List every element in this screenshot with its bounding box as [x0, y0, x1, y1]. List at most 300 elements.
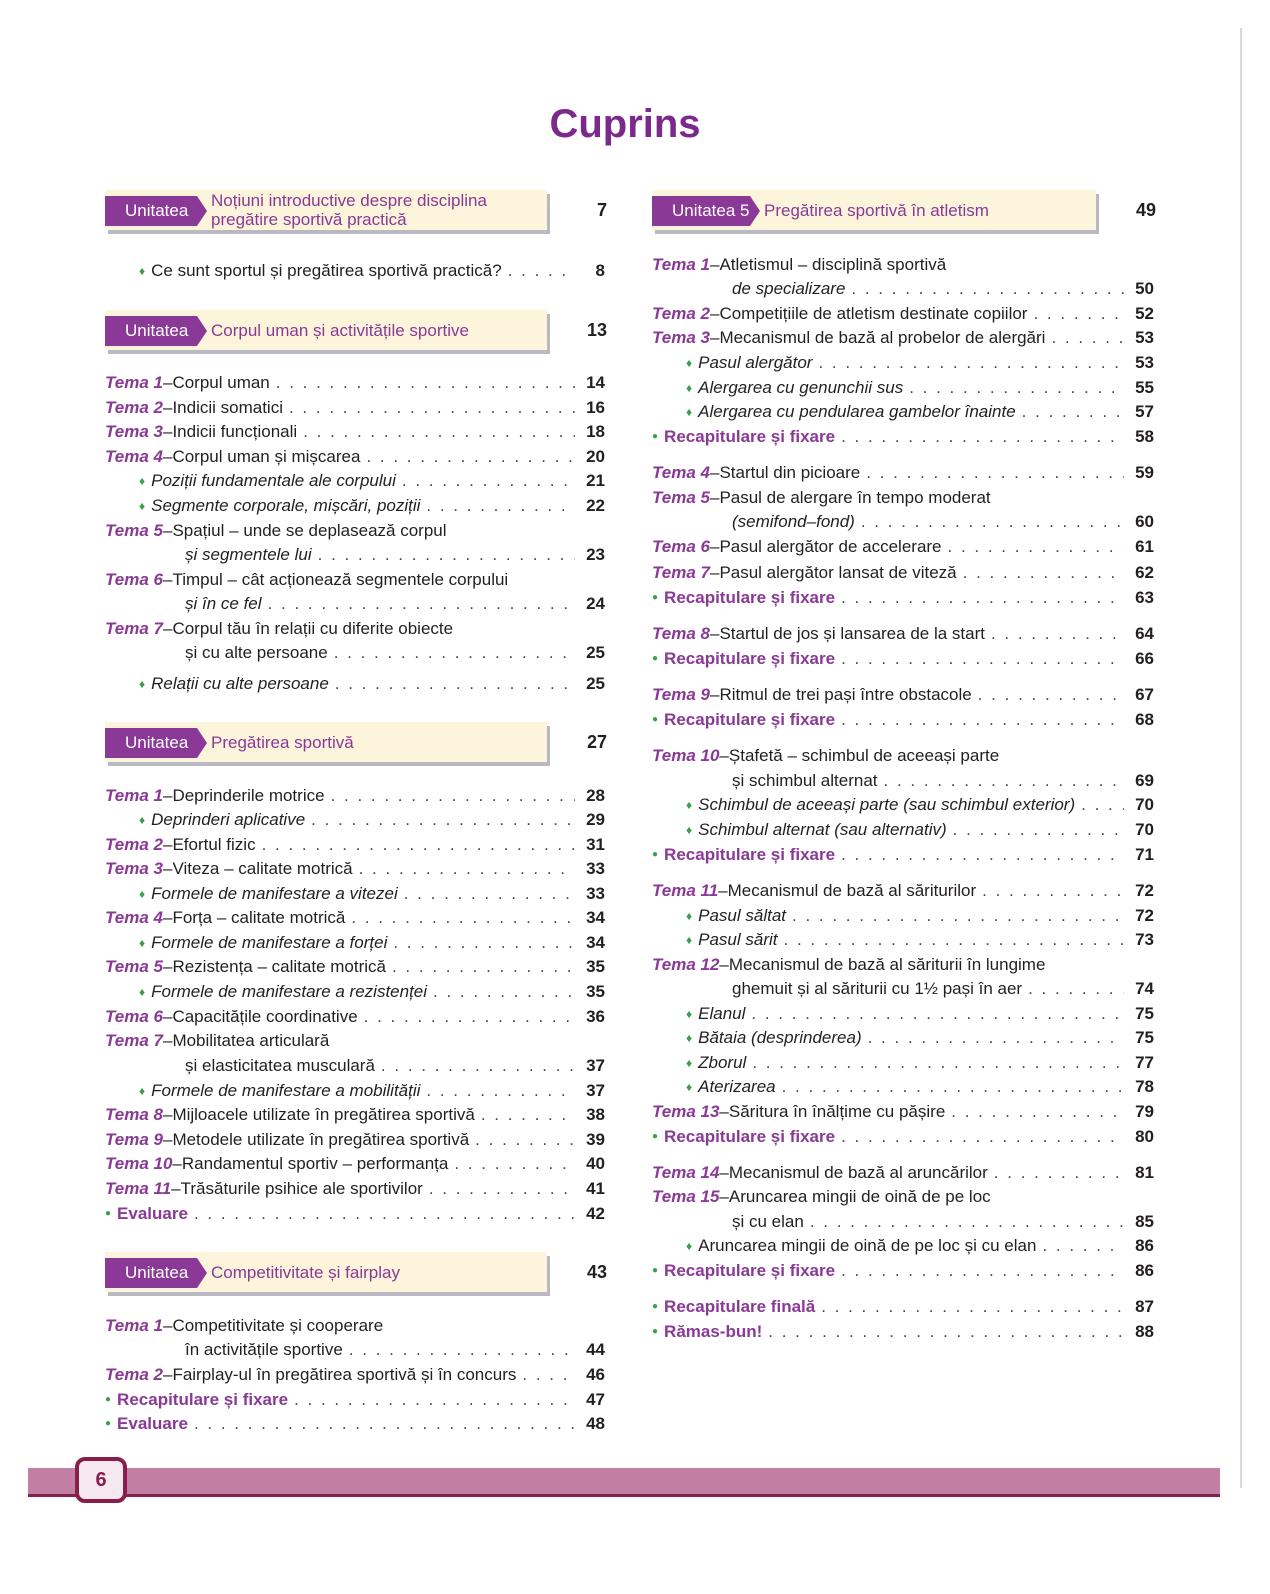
topic-number: Tema 1 — [105, 1316, 163, 1335]
topic-number: Tema 1 — [105, 373, 163, 392]
toc-entry-label: Elanul — [698, 1004, 746, 1023]
toc-page-number: 53 — [1135, 328, 1154, 347]
unit-header-u1 — [105, 190, 607, 250]
toc-entry[interactable] — [652, 708, 1154, 732]
toc-entry[interactable] — [105, 1202, 605, 1226]
dot-leader — [751, 1002, 1124, 1026]
toc-entry-label: Metodele utilizate în pregătirea sportivă — [172, 1130, 470, 1149]
toc-page-number: 74 — [1135, 979, 1154, 998]
topic-number: Tema 5 — [105, 521, 163, 540]
toc-page-number: 42 — [586, 1204, 605, 1223]
dot-leader — [1022, 400, 1124, 424]
toc-entry-label: Pasul de alergare în tempo moderat — [719, 488, 991, 507]
toc-entry-label: și schimbul alternat — [732, 771, 878, 790]
toc-page-number: 66 — [1135, 649, 1154, 668]
topic-number: Tema 6 — [105, 570, 163, 589]
dot-leader — [994, 1161, 1124, 1185]
toc-page-number: 55 — [1135, 378, 1154, 397]
toc-entry[interactable] — [105, 931, 605, 955]
toc-entry[interactable] — [652, 879, 1154, 903]
unit-title: Noțiuni introductive despre disciplina pregătire sportivă practică — [211, 191, 487, 229]
topic-number: Tema 10 — [652, 746, 720, 765]
toc-entry-label: Recapitulare și fixare — [664, 710, 836, 729]
dot-leader — [963, 561, 1124, 585]
unit-title: Pregătirea sportivă — [211, 732, 354, 752]
toc-entry[interactable] — [652, 1161, 1154, 1185]
toc-entry[interactable] — [105, 808, 605, 832]
toc-entry-label: Mijloacele utilizate în pregătirea sportivă — [172, 1105, 475, 1124]
unit-label: Unitatea 1 — [105, 196, 197, 226]
toc-entry[interactable] — [652, 793, 1154, 817]
toc-page-number: 67 — [1135, 685, 1154, 704]
unit-label: Unitatea 2 — [105, 316, 197, 346]
toc-entry-label: Timpul – cât acționează segmentele corpului — [172, 570, 509, 589]
toc-entry[interactable] — [105, 641, 605, 665]
bullet-icon: ● — [652, 1265, 659, 1276]
toc-entry-label: Pasul alergător lansat de viteză — [719, 563, 957, 582]
dot-leader — [784, 928, 1125, 952]
toc-entry-label: Recapitulare finală — [664, 1297, 816, 1316]
bullet-icon: ♦ — [139, 474, 146, 488]
toc-entry-label: Recapitulare și fixare — [664, 649, 836, 668]
toc-page-number: 70 — [1135, 795, 1154, 814]
toc-entry[interactable] — [652, 647, 1154, 671]
topic-number: Tema 12 — [652, 955, 720, 974]
dot-leader — [268, 592, 575, 616]
toc-entry-label: Poziții fundamentale ale corpului — [151, 471, 396, 490]
dash: – — [162, 373, 173, 392]
toc-entry-label: Efortul fizic — [172, 835, 256, 854]
toc-entry[interactable] — [652, 535, 1154, 559]
toc-entry[interactable] — [652, 683, 1154, 707]
dot-leader — [402, 469, 575, 493]
toc-entry[interactable] — [105, 882, 605, 906]
topic-number: Tema 3 — [105, 422, 163, 441]
bullet-icon: ♦ — [686, 405, 693, 419]
dash: – — [162, 1031, 173, 1050]
toc-page-number: 75 — [1135, 1028, 1154, 1047]
unit-label: Unitatea 4 — [105, 1258, 197, 1288]
toc-page-number: 22 — [586, 496, 605, 515]
bullet-icon: ♦ — [686, 356, 693, 370]
dot-leader — [303, 420, 575, 444]
toc-entry[interactable] — [105, 592, 605, 616]
topic-number: Tema 4 — [105, 447, 163, 466]
topic-number: Tema 2 — [105, 1365, 163, 1384]
toc-entry[interactable] — [652, 510, 1154, 534]
toc-entry-label: Evaluare — [117, 1414, 188, 1433]
toc-entry[interactable] — [105, 784, 605, 808]
toc-page-number: 59 — [1135, 463, 1154, 482]
dash: – — [709, 255, 720, 274]
topic-number: Tema 10 — [105, 1154, 173, 1173]
bullet-icon: ♦ — [139, 677, 146, 691]
toc-entry-label: Recapitulare și fixare — [664, 588, 836, 607]
toc-entry-label: ghemuit și al săriturii cu 1½ pași în aer — [732, 979, 1023, 998]
toc-entry-label: și segmentele lui — [185, 545, 312, 564]
dot-leader — [953, 818, 1124, 842]
topic-number: Tema 4 — [652, 463, 710, 482]
toc-entry[interactable] — [105, 833, 605, 857]
dot-leader — [841, 586, 1124, 610]
toc-page-number: 62 — [1135, 563, 1154, 582]
dash: – — [162, 1007, 173, 1026]
toc-page-number: 20 — [586, 447, 605, 466]
dot-leader — [522, 1363, 575, 1387]
toc-entry[interactable] — [652, 302, 1154, 326]
toc-entry-label: Formele de manifestare a vitezei — [151, 884, 398, 903]
toc-entry[interactable] — [105, 980, 605, 1004]
toc-page-number: 44 — [586, 1340, 605, 1359]
bullet-icon: ♦ — [686, 1007, 693, 1021]
toc-entry[interactable] — [652, 400, 1154, 424]
toc-entry-label: Săritura în înălțime cu pășire — [728, 1102, 946, 1121]
dash: – — [171, 1179, 181, 1198]
toc-entry[interactable] — [105, 1079, 605, 1103]
bullet-icon: ● — [105, 1418, 112, 1429]
dot-leader — [982, 879, 1124, 903]
dash: – — [718, 881, 728, 900]
toc-entry[interactable] — [652, 977, 1154, 1001]
dash: – — [162, 835, 173, 854]
dot-leader — [294, 1388, 575, 1412]
dot-leader — [194, 1202, 575, 1226]
dot-leader — [861, 510, 1124, 534]
dot-leader — [752, 1051, 1124, 1075]
toc-entry-label: Ștafetă – schimbul de aceeași parte — [728, 746, 1000, 765]
toc-entry[interactable] — [652, 1100, 1154, 1124]
toc-entry[interactable] — [105, 1314, 605, 1338]
toc-page-number: 77 — [1135, 1053, 1154, 1072]
toc-entry-label: Startul din picioare — [719, 463, 861, 482]
toc-entry[interactable] — [652, 326, 1154, 350]
toc-entry-label: Corpul tău în relații cu diferite obiecte — [172, 619, 454, 638]
toc-entry-label: Mecanismul de bază al săriturii în lungime — [728, 955, 1046, 974]
toc-entry-label: Relații cu alte persoane — [151, 674, 329, 693]
toc-page-number: 28 — [586, 786, 605, 805]
toc-entry[interactable] — [652, 928, 1154, 952]
unit-header-u2 — [105, 310, 607, 370]
bullet-icon: ♦ — [139, 264, 146, 278]
toc-entry-label: Recapitulare și fixare — [664, 1261, 836, 1280]
toc-page-number: 81 — [1135, 1163, 1154, 1182]
toc-page-number: 34 — [586, 933, 605, 952]
toc-entry[interactable] — [652, 1210, 1154, 1234]
dot-leader — [841, 1125, 1124, 1149]
toc-entry-label: Formele de manifestare a rezistenței — [151, 982, 428, 1001]
toc-entry[interactable] — [652, 818, 1154, 842]
toc-page-number: 79 — [1135, 1102, 1154, 1121]
toc-entry-label: Rămas-bun! — [664, 1322, 763, 1341]
topic-number: Tema 7 — [105, 619, 163, 638]
bullet-icon: ♦ — [686, 1080, 693, 1094]
toc-entry[interactable] — [652, 1320, 1154, 1344]
bullet-icon: ♦ — [686, 933, 693, 947]
toc-page-number: 40 — [586, 1154, 605, 1173]
toc-entry[interactable] — [105, 1005, 605, 1029]
dot-leader — [951, 1100, 1124, 1124]
topic-number: Tema 8 — [105, 1105, 163, 1124]
dot-leader — [311, 808, 575, 832]
toc-entry[interactable] — [652, 561, 1154, 585]
toc-entry[interactable] — [105, 1388, 605, 1412]
bullet-icon: ♦ — [686, 381, 693, 395]
bullet-icon: ● — [105, 1394, 112, 1405]
toc-entry-label: Pasul sărit — [698, 930, 778, 949]
bullet-icon: ♦ — [686, 1239, 693, 1253]
dot-leader — [366, 445, 575, 469]
dot-leader — [335, 672, 575, 696]
toc-entry[interactable] — [652, 1295, 1154, 1319]
dash: – — [162, 619, 173, 638]
toc-entry-label: de specializare — [732, 279, 846, 298]
toc-entry-label: Pasul alergător — [698, 353, 813, 372]
toc-entry[interactable] — [652, 1075, 1154, 1099]
toc-entry[interactable] — [105, 617, 605, 641]
toc-entry-label: Rezistența – calitate motrică — [172, 957, 386, 976]
toc-page-number: 86 — [1135, 1261, 1154, 1280]
topic-number: Tema 5 — [652, 488, 710, 507]
toc-page-number: 80 — [1135, 1127, 1154, 1146]
dash: – — [709, 304, 720, 323]
toc-entry-label: Atletismul – disciplină sportivă — [719, 255, 947, 274]
page-number: 6 — [75, 1457, 127, 1503]
dash: – — [162, 1316, 173, 1335]
toc-entry-label: Schimbul de aceeași parte (sau schimbul exterior) — [698, 795, 1076, 814]
toc-entry[interactable] — [105, 259, 605, 283]
toc-entry[interactable] — [652, 1259, 1154, 1283]
toc-page-number: 25 — [586, 674, 605, 693]
toc-entry[interactable] — [652, 1234, 1154, 1258]
toc-entry[interactable] — [652, 1026, 1154, 1050]
toc-entry[interactable] — [652, 1125, 1154, 1149]
toc-entry[interactable] — [105, 906, 605, 930]
toc-page-number: 21 — [586, 471, 605, 490]
toc-entry[interactable] — [652, 1051, 1154, 1075]
unit-label: Unitatea 3 — [105, 728, 197, 758]
dash: – — [719, 1187, 729, 1206]
toc-entry[interactable] — [105, 445, 605, 469]
topic-number: Tema 6 — [652, 537, 710, 556]
toc-entry[interactable] — [652, 586, 1154, 610]
footer-line — [28, 1494, 1220, 1497]
topic-number: Tema 13 — [652, 1102, 720, 1121]
toc-entry[interactable] — [652, 461, 1154, 485]
unit-label: Unitatea 5 — [652, 196, 750, 226]
toc-entry-label: și cu alte persoane — [185, 643, 328, 662]
toc-entry[interactable] — [105, 1029, 605, 1053]
bullet-icon: ● — [652, 431, 659, 442]
toc-page-number: 18 — [586, 422, 605, 441]
bullet-icon: ♦ — [139, 1084, 146, 1098]
toc-entry-label: Mecanismul de bază al săriturilor — [727, 881, 977, 900]
topic-number: Tema 11 — [652, 881, 719, 900]
toc-page-number: 60 — [1135, 512, 1154, 531]
unit-title: Corpul uman și activitățile sportive — [211, 320, 469, 340]
dot-leader — [841, 843, 1124, 867]
toc-entry[interactable] — [652, 953, 1154, 977]
bullet-icon: ♦ — [686, 909, 693, 923]
toc-entry-label: Mecanismul de bază al probelor de alergări — [719, 328, 1046, 347]
dot-leader — [404, 882, 575, 906]
toc-entry[interactable] — [105, 396, 605, 420]
dot-leader — [866, 461, 1124, 485]
bullet-icon: ● — [652, 849, 659, 860]
bullet-icon: ● — [652, 1301, 659, 1312]
dot-leader — [948, 535, 1124, 559]
toc-entry-label: Corpul uman — [172, 373, 270, 392]
toc-entry[interactable] — [105, 1338, 605, 1362]
toc-page-number: 35 — [586, 982, 605, 1001]
toc-page-number: 36 — [586, 1007, 605, 1026]
toc-entry-label: Segmente corporale, mișcări, poziții — [151, 496, 421, 515]
toc-page-number: 29 — [586, 810, 605, 829]
bullet-icon: ● — [652, 592, 659, 603]
unit-page: 13 — [586, 320, 607, 340]
toc-entry[interactable] — [105, 1103, 605, 1127]
toc-entry[interactable] — [652, 376, 1154, 400]
toc-entry-label: Bătaia (desprinderea) — [698, 1028, 862, 1047]
toc-entry-label: Ritmul de trei pași între obstacole — [719, 685, 972, 704]
toc-entry-label: (semifond–fond) — [732, 512, 855, 531]
dash: – — [709, 685, 720, 704]
dot-leader — [841, 708, 1124, 732]
dash: – — [162, 859, 173, 878]
toc-entry[interactable] — [652, 1185, 1154, 1209]
dash: – — [719, 1163, 729, 1182]
toc-entry-label: Deprinderi aplicative — [151, 810, 306, 829]
bullet-icon: ♦ — [139, 813, 146, 827]
toc-page-number: 69 — [1135, 771, 1154, 790]
page-title: Cuprins — [549, 102, 701, 146]
dot-leader — [426, 1079, 575, 1103]
toc-entry-label: Forța – calitate motrică — [172, 908, 346, 927]
toc-entry[interactable] — [105, 494, 605, 518]
bullet-icon: ♦ — [139, 936, 146, 950]
dash: – — [162, 521, 173, 540]
topic-number: Tema 7 — [105, 1031, 163, 1050]
topic-number: Tema 3 — [105, 859, 163, 878]
bullet-icon: ● — [652, 1131, 659, 1142]
toc-page-number: 37 — [586, 1081, 605, 1100]
bullet-icon: ♦ — [686, 823, 693, 837]
dot-leader — [393, 931, 575, 955]
toc-entry[interactable] — [105, 519, 605, 543]
toc-page-number: 38 — [586, 1105, 605, 1124]
unit-page: 43 — [586, 1262, 607, 1282]
toc-entry[interactable] — [105, 1177, 605, 1201]
toc-page-number: 86 — [1135, 1236, 1154, 1255]
dash: – — [162, 1365, 173, 1384]
toc-entry-label: Zborul — [698, 1053, 747, 1072]
bullet-icon: ● — [105, 1208, 112, 1219]
toc-entry-label: Spațiul – unde se deplasează corpul — [172, 521, 447, 540]
toc-entry-label: Trăsăturile psihice ale sportivilor — [180, 1179, 423, 1198]
toc-entry[interactable] — [652, 769, 1154, 793]
toc-entry[interactable] — [105, 1128, 605, 1152]
toc-entry-label: Mobilitatea articulară — [172, 1031, 330, 1050]
toc-entry[interactable] — [105, 469, 605, 493]
toc-entry[interactable] — [105, 1412, 605, 1436]
dot-leader — [884, 769, 1124, 793]
bullet-icon: ♦ — [139, 499, 146, 513]
toc-entry[interactable] — [105, 955, 605, 979]
toc-entry[interactable] — [652, 486, 1154, 510]
toc-entry[interactable] — [652, 1002, 1154, 1026]
toc-entry[interactable] — [652, 425, 1154, 449]
dash: – — [719, 955, 729, 974]
dot-leader — [1081, 793, 1124, 817]
toc-entry[interactable] — [652, 843, 1154, 867]
toc-page-number: 46 — [586, 1365, 605, 1384]
toc-page-number: 72 — [1135, 906, 1154, 925]
dash: – — [709, 488, 720, 507]
topic-number: Tema 14 — [652, 1163, 720, 1182]
unit-header-u3 — [105, 722, 607, 782]
toc-entry[interactable] — [105, 1363, 605, 1387]
bullet-icon: ● — [652, 1326, 659, 1337]
toc-page-number: 48 — [586, 1414, 605, 1433]
dot-leader — [475, 1128, 575, 1152]
dot-leader — [381, 1054, 575, 1078]
dot-leader — [194, 1412, 575, 1436]
toc-entry-label: Deprinderile motrice — [172, 786, 325, 805]
toc-entry[interactable] — [652, 253, 1154, 277]
toc-page-number: 35 — [586, 957, 605, 976]
toc-entry-label: Pasul alergător de accelerare — [719, 537, 942, 556]
dot-leader — [909, 376, 1124, 400]
bullet-icon: ● — [652, 714, 659, 725]
topic-number: Tema 11 — [105, 1179, 172, 1198]
toc-entry-label: Viteza – calitate motrică — [172, 859, 353, 878]
toc-entry[interactable] — [652, 277, 1154, 301]
toc-entry[interactable] — [652, 744, 1154, 768]
toc-entry[interactable] — [105, 420, 605, 444]
toc-entry[interactable] — [105, 1054, 605, 1078]
dot-leader — [276, 371, 575, 395]
toc-entry-label: Aruncarea mingii de oină de pe loc și cu elan — [698, 1236, 1037, 1255]
dash: – — [162, 1105, 173, 1124]
toc-page-number: 63 — [1135, 588, 1154, 607]
dot-leader — [1028, 977, 1124, 1001]
toc-entry[interactable] — [105, 543, 605, 567]
toc-entry[interactable] — [105, 1152, 605, 1176]
toc-entry-label: Alergarea cu pendularea gambelor înainte — [698, 402, 1016, 421]
toc-page-number: 25 — [586, 643, 605, 662]
toc-entry[interactable] — [105, 857, 605, 881]
dot-leader — [392, 955, 575, 979]
toc-entry[interactable] — [105, 672, 605, 696]
toc-entry[interactable] — [652, 904, 1154, 928]
dot-leader — [334, 641, 575, 665]
dash: – — [709, 624, 720, 643]
dash: – — [709, 463, 720, 482]
toc-page-number: 37 — [586, 1056, 605, 1075]
toc-entry[interactable] — [105, 568, 605, 592]
toc-page-number: 34 — [586, 908, 605, 927]
toc-entry-label: Startul de jos și lansarea de la start — [719, 624, 985, 643]
toc-entry[interactable] — [652, 351, 1154, 375]
toc-entry[interactable] — [105, 371, 605, 395]
toc-entry-label: Indicii somatici — [172, 398, 283, 417]
toc-entry-label: Competițiile de atletism destinate copiilor — [719, 304, 1028, 323]
dash: – — [709, 328, 720, 347]
dash: – — [162, 786, 173, 805]
topic-number: Tema 9 — [105, 1130, 163, 1149]
topic-number: Tema 1 — [652, 255, 710, 274]
dot-leader — [262, 833, 575, 857]
toc-entry[interactable] — [652, 622, 1154, 646]
